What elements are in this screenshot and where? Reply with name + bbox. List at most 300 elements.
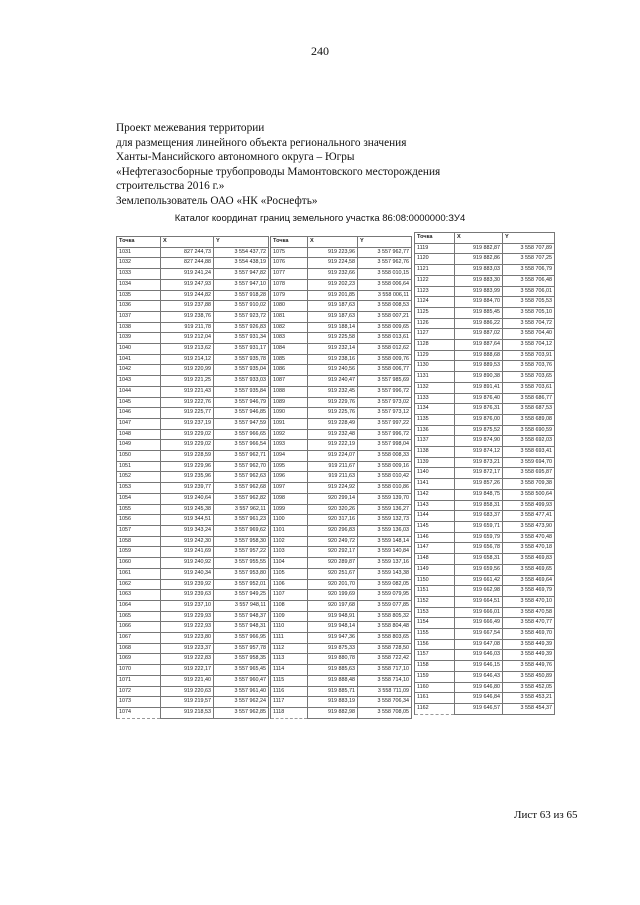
y-coordinate: 3 558 707,25 bbox=[503, 254, 555, 265]
column-header-y: Y bbox=[358, 237, 412, 248]
table-row bbox=[117, 568, 269, 579]
table-row bbox=[415, 286, 555, 297]
y-coordinate: 3 557 935,04 bbox=[214, 365, 269, 376]
y-coordinate: 3 558 469,79 bbox=[503, 586, 555, 597]
y-coordinate: 3 558 703,65 bbox=[503, 372, 555, 383]
y-coordinate: 3 558 695,87 bbox=[503, 468, 555, 479]
y-coordinate: 3 558 470,58 bbox=[503, 607, 555, 618]
point-number: 1059 bbox=[117, 547, 161, 558]
y-coordinate: 3 558 803,65 bbox=[358, 633, 412, 644]
point-number: 1052 bbox=[117, 472, 161, 483]
table-row bbox=[415, 457, 555, 468]
point-number: 1134 bbox=[415, 404, 455, 415]
x-coordinate: 919 667,54 bbox=[455, 629, 503, 640]
table-row bbox=[271, 269, 412, 280]
point-number: 1159 bbox=[415, 671, 455, 682]
y-coordinate: 3 557 926,83 bbox=[214, 322, 269, 333]
point-number: 1091 bbox=[271, 418, 308, 429]
table-row bbox=[415, 382, 555, 393]
table-row bbox=[117, 397, 269, 408]
point-number: 1102 bbox=[271, 536, 308, 547]
y-coordinate: 3 557 933,03 bbox=[214, 376, 269, 387]
point-number: 1060 bbox=[117, 558, 161, 569]
table-row bbox=[415, 564, 555, 575]
x-coordinate: 919 238,16 bbox=[308, 354, 358, 365]
table-row bbox=[271, 643, 412, 654]
point-number: 1149 bbox=[415, 564, 455, 575]
y-coordinate: 3 557 998,04 bbox=[358, 440, 412, 451]
table-row bbox=[271, 654, 412, 665]
y-coordinate: 3 558 703,61 bbox=[503, 382, 555, 393]
x-coordinate: 919 222,19 bbox=[308, 440, 358, 451]
table-row bbox=[415, 361, 555, 372]
point-number: 1161 bbox=[415, 693, 455, 704]
point-number: 1086 bbox=[271, 365, 308, 376]
y-coordinate: 3 558 692,03 bbox=[503, 436, 555, 447]
y-coordinate: 3 558 009,16 bbox=[358, 461, 412, 472]
header-line: для размещения линейного объекта регионального значения bbox=[116, 136, 407, 149]
x-coordinate: 919 662,98 bbox=[455, 586, 503, 597]
table-row bbox=[415, 596, 555, 607]
coordinates-table-1 bbox=[116, 236, 269, 719]
table-row bbox=[271, 493, 412, 504]
x-coordinate: 919 876,31 bbox=[455, 404, 503, 415]
table-row bbox=[117, 504, 269, 515]
point-number: 1162 bbox=[415, 703, 455, 714]
x-coordinate: 919 211,78 bbox=[161, 322, 214, 333]
x-coordinate: 919 224,92 bbox=[308, 483, 358, 494]
y-coordinate: 3 558 450,89 bbox=[503, 671, 555, 682]
point-number: 1053 bbox=[117, 483, 161, 494]
y-coordinate: 3 558 473,90 bbox=[503, 521, 555, 532]
y-coordinate: 3 558 704,12 bbox=[503, 340, 555, 351]
x-coordinate: 919 661,42 bbox=[455, 575, 503, 586]
y-coordinate: 3 559 079,95 bbox=[358, 590, 412, 601]
point-number: 1139 bbox=[415, 457, 455, 468]
x-coordinate: 919 237,19 bbox=[161, 418, 214, 429]
x-coordinate: 919 221,40 bbox=[161, 675, 214, 686]
table-row bbox=[415, 307, 555, 318]
table-row bbox=[271, 504, 412, 515]
point-number: 1101 bbox=[271, 525, 308, 536]
table-row bbox=[117, 376, 269, 387]
x-coordinate: 919 224,58 bbox=[308, 258, 358, 269]
y-coordinate: 3 558 449,39 bbox=[503, 650, 555, 661]
y-coordinate: 3 558 704,72 bbox=[503, 318, 555, 329]
table-row bbox=[117, 536, 269, 547]
x-coordinate: 919 237,88 bbox=[161, 301, 214, 312]
x-coordinate: 919 883,03 bbox=[455, 265, 503, 276]
table-row bbox=[117, 290, 269, 301]
x-coordinate: 919 872,17 bbox=[455, 468, 503, 479]
table-row bbox=[415, 532, 555, 543]
x-coordinate: 919 225,77 bbox=[161, 408, 214, 419]
x-coordinate: 920 320,26 bbox=[308, 504, 358, 515]
y-coordinate: 3 558 469,64 bbox=[503, 575, 555, 586]
y-coordinate: 3 558 006,64 bbox=[358, 279, 412, 290]
y-coordinate: 3 557 947,10 bbox=[214, 279, 269, 290]
point-number: 1036 bbox=[117, 301, 161, 312]
table-row bbox=[415, 489, 555, 500]
point-number: 1100 bbox=[271, 515, 308, 526]
y-coordinate: 3 559 136,03 bbox=[358, 525, 412, 536]
x-coordinate: 919 882,98 bbox=[308, 707, 358, 718]
point-number: 1156 bbox=[415, 639, 455, 650]
x-coordinate: 919 888,48 bbox=[308, 675, 358, 686]
y-coordinate: 3 557 973,12 bbox=[358, 408, 412, 419]
point-number: 1046 bbox=[117, 408, 161, 419]
point-number: 1058 bbox=[117, 536, 161, 547]
point-number: 1124 bbox=[415, 297, 455, 308]
column-header-point: Точка bbox=[117, 237, 161, 248]
table-row bbox=[271, 579, 412, 590]
point-number: 1075 bbox=[271, 247, 308, 258]
point-number: 1123 bbox=[415, 286, 455, 297]
point-number: 1119 bbox=[415, 243, 455, 254]
x-coordinate: 919 948,91 bbox=[308, 611, 358, 622]
point-number: 1160 bbox=[415, 682, 455, 693]
x-coordinate: 919 647,08 bbox=[455, 639, 503, 650]
point-number: 1049 bbox=[117, 440, 161, 451]
x-coordinate: 919 874,12 bbox=[455, 447, 503, 458]
x-coordinate: 920 199,69 bbox=[308, 590, 358, 601]
point-number: 1110 bbox=[271, 622, 308, 633]
x-coordinate: 919 876,40 bbox=[455, 393, 503, 404]
y-coordinate: 3 557 958,35 bbox=[214, 654, 269, 665]
y-coordinate: 3 557 973,02 bbox=[358, 397, 412, 408]
x-coordinate: 919 666,01 bbox=[455, 607, 503, 618]
y-coordinate: 3 557 948,31 bbox=[214, 622, 269, 633]
y-coordinate: 3 557 962,77 bbox=[358, 247, 412, 258]
y-coordinate: 3 557 918,28 bbox=[214, 290, 269, 301]
point-number: 1034 bbox=[117, 279, 161, 290]
table-row bbox=[415, 254, 555, 265]
point-number: 1103 bbox=[271, 547, 308, 558]
table-row bbox=[117, 386, 269, 397]
y-coordinate: 3 558 704,40 bbox=[503, 329, 555, 340]
y-coordinate: 3 559 077,85 bbox=[358, 600, 412, 611]
y-coordinate: 3 557 935,78 bbox=[214, 354, 269, 365]
x-coordinate: 919 211,63 bbox=[308, 472, 358, 483]
y-coordinate: 3 558 707,89 bbox=[503, 243, 555, 254]
table-row bbox=[117, 686, 269, 697]
point-number: 1032 bbox=[117, 258, 161, 269]
point-number: 1138 bbox=[415, 447, 455, 458]
point-number: 1098 bbox=[271, 493, 308, 504]
y-coordinate: 3 558 687,53 bbox=[503, 404, 555, 415]
y-coordinate: 3 557 969,62 bbox=[214, 525, 269, 536]
table-row bbox=[415, 575, 555, 586]
y-coordinate: 3 557 985,69 bbox=[358, 376, 412, 387]
point-number: 1095 bbox=[271, 461, 308, 472]
x-coordinate: 920 249,72 bbox=[308, 536, 358, 547]
x-coordinate: 919 187,63 bbox=[308, 301, 358, 312]
point-number: 1050 bbox=[117, 451, 161, 462]
table-row bbox=[117, 322, 269, 333]
point-number: 1054 bbox=[117, 493, 161, 504]
y-coordinate: 3 558 010,15 bbox=[358, 269, 412, 280]
y-coordinate: 3 557 962,68 bbox=[214, 483, 269, 494]
x-coordinate: 919 885,45 bbox=[455, 307, 503, 318]
y-coordinate: 3 558 007,21 bbox=[358, 311, 412, 322]
x-coordinate: 919 858,31 bbox=[455, 500, 503, 511]
y-coordinate: 3 557 955,55 bbox=[214, 558, 269, 569]
table-row bbox=[117, 461, 269, 472]
table-row bbox=[415, 425, 555, 436]
x-coordinate: 919 229,76 bbox=[308, 397, 358, 408]
point-number: 1132 bbox=[415, 382, 455, 393]
table-row bbox=[415, 500, 555, 511]
point-number: 1154 bbox=[415, 618, 455, 629]
point-number: 1157 bbox=[415, 650, 455, 661]
x-coordinate: 920 251,67 bbox=[308, 568, 358, 579]
table-row bbox=[271, 461, 412, 472]
table-row bbox=[117, 333, 269, 344]
point-number: 1093 bbox=[271, 440, 308, 451]
x-coordinate: 919 887,02 bbox=[455, 329, 503, 340]
table-row bbox=[117, 697, 269, 708]
x-coordinate: 919 229,02 bbox=[161, 429, 214, 440]
point-number: 1072 bbox=[117, 686, 161, 697]
point-number: 1051 bbox=[117, 461, 161, 472]
point-number: 1042 bbox=[117, 365, 161, 376]
table-row bbox=[271, 429, 412, 440]
table-row bbox=[415, 329, 555, 340]
x-coordinate: 919 646,80 bbox=[455, 682, 503, 693]
point-number: 1085 bbox=[271, 354, 308, 365]
point-number: 1137 bbox=[415, 436, 455, 447]
point-number: 1078 bbox=[271, 279, 308, 290]
point-number: 1109 bbox=[271, 611, 308, 622]
point-number: 1147 bbox=[415, 543, 455, 554]
point-number: 1133 bbox=[415, 393, 455, 404]
table-row bbox=[271, 568, 412, 579]
x-coordinate: 919 885,71 bbox=[308, 686, 358, 697]
x-coordinate: 919 646,15 bbox=[455, 661, 503, 672]
point-number: 1146 bbox=[415, 532, 455, 543]
table-row bbox=[117, 418, 269, 429]
y-coordinate: 3 558 012,62 bbox=[358, 344, 412, 355]
y-coordinate: 3 558 804,48 bbox=[358, 622, 412, 633]
table-row bbox=[271, 697, 412, 708]
table-row bbox=[415, 393, 555, 404]
table-row bbox=[117, 429, 269, 440]
y-coordinate: 3 558 499,93 bbox=[503, 500, 555, 511]
y-coordinate: 3 557 957,78 bbox=[214, 643, 269, 654]
x-coordinate: 919 875,33 bbox=[308, 643, 358, 654]
y-coordinate: 3 557 935,84 bbox=[214, 386, 269, 397]
y-coordinate: 3 558 006,11 bbox=[358, 290, 412, 301]
y-coordinate: 3 559 148,14 bbox=[358, 536, 412, 547]
y-coordinate: 3 558 477,41 bbox=[503, 511, 555, 522]
y-coordinate: 3 558 006,77 bbox=[358, 365, 412, 376]
table-row bbox=[415, 340, 555, 351]
x-coordinate: 919 188,14 bbox=[308, 322, 358, 333]
column-header-x: X bbox=[308, 237, 358, 248]
x-coordinate: 919 882,86 bbox=[455, 254, 503, 265]
point-number: 1096 bbox=[271, 472, 308, 483]
x-coordinate: 919 888,68 bbox=[455, 350, 503, 361]
x-coordinate: 919 343,24 bbox=[161, 525, 214, 536]
y-coordinate: 3 559 139,70 bbox=[358, 493, 412, 504]
table-row bbox=[415, 703, 555, 714]
y-coordinate: 3 559 136,27 bbox=[358, 504, 412, 515]
point-number: 1035 bbox=[117, 290, 161, 301]
x-coordinate: 920 317,16 bbox=[308, 515, 358, 526]
point-number: 1127 bbox=[415, 329, 455, 340]
y-coordinate: 3 557 962,70 bbox=[214, 461, 269, 472]
table-row bbox=[117, 247, 269, 258]
point-number: 1114 bbox=[271, 665, 308, 676]
point-number: 1087 bbox=[271, 376, 308, 387]
table-row bbox=[415, 297, 555, 308]
y-coordinate: 3 557 952,01 bbox=[214, 579, 269, 590]
point-number: 1037 bbox=[117, 311, 161, 322]
table-row bbox=[271, 397, 412, 408]
point-number: 1125 bbox=[415, 307, 455, 318]
column-header-x: X bbox=[161, 237, 214, 248]
y-coordinate: 3 554 437,72 bbox=[214, 247, 269, 258]
y-coordinate: 3 557 946,79 bbox=[214, 397, 269, 408]
y-coordinate: 3 557 962,71 bbox=[214, 451, 269, 462]
y-coordinate: 3 558 693,41 bbox=[503, 447, 555, 458]
table-row bbox=[271, 633, 412, 644]
document-header bbox=[116, 121, 536, 209]
table-row bbox=[117, 440, 269, 451]
y-coordinate: 3 557 923,72 bbox=[214, 311, 269, 322]
x-coordinate: 919 247,93 bbox=[161, 279, 214, 290]
x-coordinate: 919 891,41 bbox=[455, 382, 503, 393]
table-row bbox=[117, 344, 269, 355]
point-number: 1115 bbox=[271, 675, 308, 686]
table-row bbox=[271, 344, 412, 355]
point-number: 1155 bbox=[415, 629, 455, 640]
table-row bbox=[117, 483, 269, 494]
y-coordinate: 3 557 946,85 bbox=[214, 408, 269, 419]
x-coordinate: 827 244,73 bbox=[161, 247, 214, 258]
table-row bbox=[117, 451, 269, 462]
x-coordinate: 919 857,26 bbox=[455, 479, 503, 490]
point-number: 1104 bbox=[271, 558, 308, 569]
x-coordinate: 919 242,30 bbox=[161, 536, 214, 547]
point-number: 1099 bbox=[271, 504, 308, 515]
point-number: 1153 bbox=[415, 607, 455, 618]
x-coordinate: 919 666,49 bbox=[455, 618, 503, 629]
y-coordinate: 3 558 010,42 bbox=[358, 472, 412, 483]
y-coordinate: 3 558 470,10 bbox=[503, 596, 555, 607]
y-coordinate: 3 557 948,37 bbox=[214, 611, 269, 622]
table-row bbox=[271, 525, 412, 536]
point-number: 1112 bbox=[271, 643, 308, 654]
x-coordinate: 919 228,49 bbox=[308, 418, 358, 429]
y-coordinate: 3 557 957,22 bbox=[214, 547, 269, 558]
x-coordinate: 919 890,38 bbox=[455, 372, 503, 383]
x-coordinate: 919 239,63 bbox=[161, 590, 214, 601]
x-coordinate: 919 232,48 bbox=[308, 429, 358, 440]
y-coordinate: 3 559 132,73 bbox=[358, 515, 412, 526]
table-row bbox=[117, 258, 269, 269]
x-coordinate: 919 214,12 bbox=[161, 354, 214, 365]
column-header-y: Y bbox=[214, 237, 269, 248]
table-row bbox=[117, 643, 269, 654]
point-number: 1090 bbox=[271, 408, 308, 419]
y-coordinate: 3 557 966,54 bbox=[214, 440, 269, 451]
x-coordinate: 919 224,07 bbox=[308, 451, 358, 462]
point-number: 1076 bbox=[271, 258, 308, 269]
point-number: 1088 bbox=[271, 386, 308, 397]
y-coordinate: 3 557 962,82 bbox=[214, 493, 269, 504]
table-row bbox=[271, 386, 412, 397]
y-coordinate: 3 558 722,42 bbox=[358, 654, 412, 665]
x-coordinate: 919 659,71 bbox=[455, 521, 503, 532]
table-row bbox=[271, 590, 412, 601]
table-row bbox=[415, 521, 555, 532]
y-coordinate: 3 558 454,37 bbox=[503, 703, 555, 714]
x-coordinate: 919 886,22 bbox=[455, 318, 503, 329]
point-number: 1148 bbox=[415, 554, 455, 565]
table-row bbox=[117, 354, 269, 365]
point-number: 1063 bbox=[117, 590, 161, 601]
x-coordinate: 919 873,21 bbox=[455, 457, 503, 468]
header-line: Проект межевания территории bbox=[116, 122, 265, 134]
y-coordinate: 3 558 705,10 bbox=[503, 307, 555, 318]
point-number: 1041 bbox=[117, 354, 161, 365]
x-coordinate: 919 889,53 bbox=[455, 361, 503, 372]
point-number: 1071 bbox=[117, 675, 161, 686]
y-coordinate: 3 558 008,33 bbox=[358, 451, 412, 462]
point-number: 1094 bbox=[271, 451, 308, 462]
point-number: 1122 bbox=[415, 275, 455, 286]
x-coordinate: 919 237,10 bbox=[161, 600, 214, 611]
table-row bbox=[271, 547, 412, 558]
point-number: 1150 bbox=[415, 575, 455, 586]
y-coordinate: 3 557 961,23 bbox=[214, 515, 269, 526]
x-coordinate: 919 880,78 bbox=[308, 654, 358, 665]
point-number: 1039 bbox=[117, 333, 161, 344]
y-coordinate: 3 557 965,45 bbox=[214, 665, 269, 676]
point-number: 1047 bbox=[117, 418, 161, 429]
point-number: 1044 bbox=[117, 386, 161, 397]
table-row bbox=[271, 247, 412, 258]
y-coordinate: 3 558 010,86 bbox=[358, 483, 412, 494]
x-coordinate: 919 646,84 bbox=[455, 693, 503, 704]
table-row bbox=[271, 376, 412, 387]
point-number: 1061 bbox=[117, 568, 161, 579]
y-coordinate: 3 558 689,08 bbox=[503, 414, 555, 425]
y-coordinate: 3 558 470,48 bbox=[503, 532, 555, 543]
y-coordinate: 3 557 947,82 bbox=[214, 269, 269, 280]
table-row bbox=[117, 600, 269, 611]
y-coordinate: 3 558 452,05 bbox=[503, 682, 555, 693]
y-coordinate: 3 554 438,19 bbox=[214, 258, 269, 269]
point-number: 1064 bbox=[117, 600, 161, 611]
x-coordinate: 919 222,93 bbox=[161, 622, 214, 633]
x-coordinate: 919 646,57 bbox=[455, 703, 503, 714]
table-row bbox=[415, 265, 555, 276]
point-number: 1089 bbox=[271, 397, 308, 408]
y-coordinate: 3 557 997,22 bbox=[358, 418, 412, 429]
x-coordinate: 919 883,99 bbox=[455, 286, 503, 297]
point-number: 1144 bbox=[415, 511, 455, 522]
table-row bbox=[271, 600, 412, 611]
y-coordinate: 3 557 949,25 bbox=[214, 590, 269, 601]
table-row bbox=[117, 515, 269, 526]
table-row bbox=[117, 525, 269, 536]
point-number: 1143 bbox=[415, 500, 455, 511]
x-coordinate: 919 848,75 bbox=[455, 489, 503, 500]
point-number: 1033 bbox=[117, 269, 161, 280]
table-row bbox=[415, 447, 555, 458]
